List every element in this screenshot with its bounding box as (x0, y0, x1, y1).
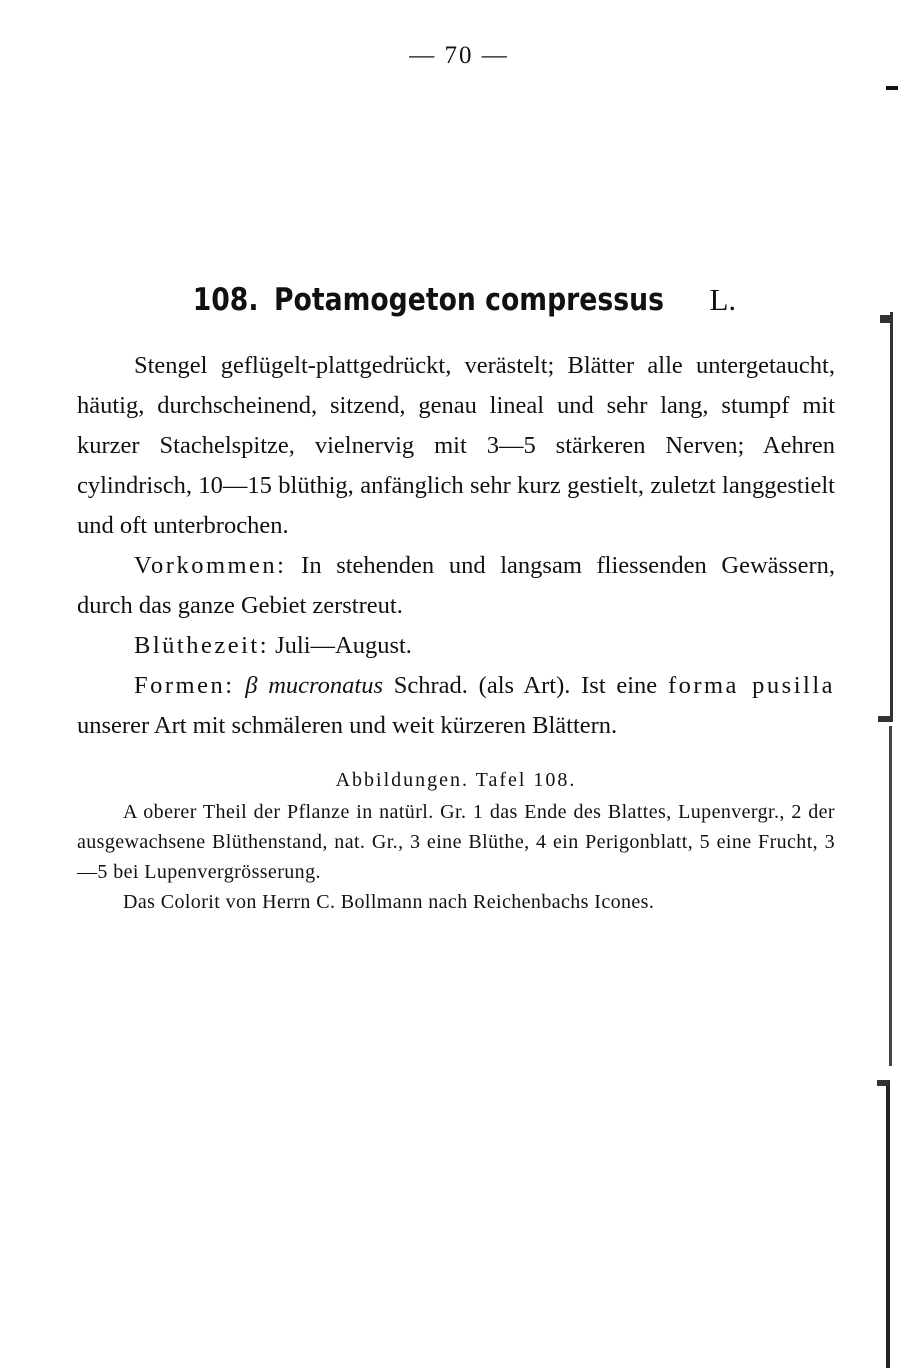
formen-spaced-term: forma pusilla (667, 672, 836, 699)
plate-legend: A oberer Theil der Pflanze in natürl. Gr. 1 das Ende des Blattes, Lupenvergr., 2 der ausgewachsene Blüthenstand, nat. Gr., 3 eine Blüthe, 4 ein Perigonblatt, 5 eine Frucht, 3—5 bei Lupenvergrösserung. (77, 801, 835, 883)
bluethezeit-paragraph (77, 626, 835, 666)
scan-edge-mark (877, 1080, 889, 1086)
colorit-credit: Das Colorit von Herrn C. Bollmann nach Reichenbachs Icones. (123, 891, 655, 913)
scan-edge-mark (880, 315, 890, 323)
species-heading (0, 280, 900, 320)
formen-text-before: Schrad. (als Art). Ist eine (393, 672, 658, 699)
page-number: — 70 — (409, 42, 509, 69)
scan-edge-line (886, 1080, 890, 1368)
bluethezeit-label: Blüthezeit: (134, 632, 269, 659)
species-description-block (77, 346, 835, 746)
abbildungen-heading: Abbildungen. Tafel 108. (335, 769, 577, 791)
abbildungen-block (77, 765, 835, 917)
species-author: L. (709, 282, 737, 317)
scan-edge-mark (886, 86, 898, 90)
bluethezeit-text: Juli—August. (275, 632, 412, 659)
description-paragraph: Stengel geflügelt-plattgedrückt, verästelt; Blätter alle untergetaucht, häutig, durchscheinend, sitzend, genau lineal und sehr lang, stumpf mit kurzer Stachelspitze, vielnervig mit 3—5 stärkeren Nerven; Aehren cylindrisch, 10—15 blüthig, anfänglich sehr kurz gestielt, zuletzt langgestielt und oft unterbrochen. (77, 352, 835, 539)
scan-edge-mark (878, 716, 890, 722)
formen-variety: β mucronatus (245, 672, 384, 699)
formen-text-after: unserer Art mit schmäleren und weit kürzeren Blättern. (77, 712, 618, 739)
species-number: 108. (192, 282, 259, 318)
formen-paragraph (77, 666, 835, 746)
vorkommen-label: Vorkommen: (134, 552, 287, 579)
species-name: Potamogeton compressus (274, 282, 665, 318)
vorkommen-paragraph (77, 546, 835, 626)
vorkommen-text: In stehenden und langsam fliessenden Gewässern, durch das ganze Gebiet zerstreut. (77, 552, 835, 619)
formen-label: Formen: (134, 672, 235, 699)
scan-edge-line (890, 312, 893, 722)
scan-edge-line (889, 726, 892, 1066)
